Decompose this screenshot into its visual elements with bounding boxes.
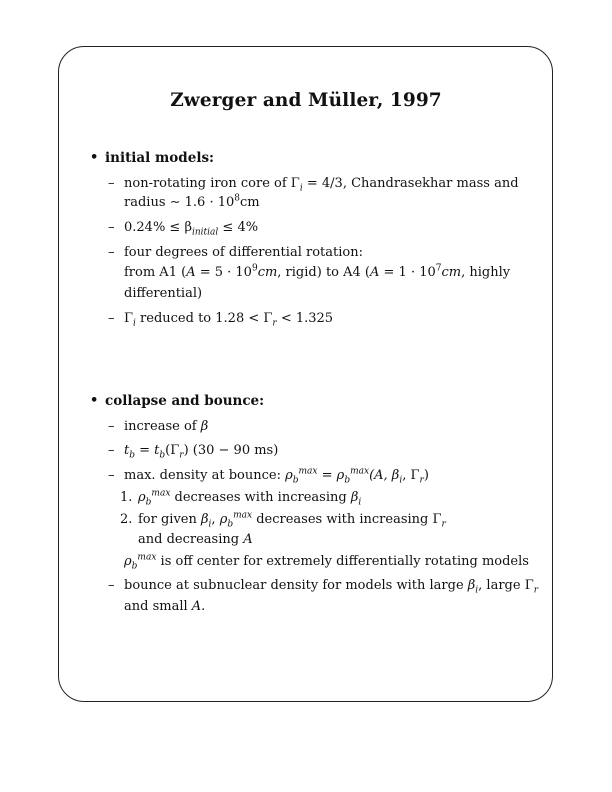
dash: – xyxy=(108,220,115,235)
dash: – xyxy=(108,311,115,326)
item-density-decreases-gamma: for given $\beta_i$, $\rho_b^{max}$ decreases with increasing $\Gamma_r$ xyxy=(138,510,446,530)
item-beta-range: $0.24\% \le \beta_{initial} \le 4\%$ xyxy=(124,220,259,238)
item-bounce-time: $t_b = t_b(\Gamma_r) (30 - 90$ ms) xyxy=(124,443,279,461)
dash: – xyxy=(108,578,115,593)
item-core-radius: radius ∼ $1.6 \cdot 10^8cm$ xyxy=(124,193,260,210)
item-density-decreases-gamma-line2: and decreasing A xyxy=(138,532,253,547)
heading-collapse-bounce: collapse and bounce: xyxy=(105,393,265,409)
dash: – xyxy=(108,245,115,260)
note-off-center: $\rho_b^{max}$ is off center for extremely differentially rotating models xyxy=(124,552,529,572)
item-core: non-rotating iron core of $\Gamma_i = 4/3$, Chandrasekhar mass and xyxy=(124,176,519,194)
item-subnuclear-bounce-line2: and small A. xyxy=(124,599,206,614)
item-differential-rotation-line2: from A1 ($A = 5 \cdot 10^9cm$, rigid) to A4 ($A = 1 \cdot 10^7cm$, highly xyxy=(124,263,511,280)
dash: – xyxy=(108,468,115,483)
item-max-density: max. density at bounce: $\rho_b^{max} = \rho_b^{max}(A$, $\beta_i$, $\Gamma_r$) xyxy=(124,466,429,486)
item-differential-rotation-line3: differential) xyxy=(124,286,203,301)
item-gamma-reduced: $\Gamma_i$ reduced to $1.28 < \Gamma_r < 1.325$ xyxy=(124,311,334,329)
dash: – xyxy=(108,419,115,434)
list-number-1: 1. xyxy=(120,490,133,505)
dash: – xyxy=(108,443,115,458)
item-subnuclear-bounce: bounce at subnuclear density for models with large $\beta_i$, large $\Gamma_r$ xyxy=(124,578,539,596)
slide-title: Zwerger and Müller, 1997 xyxy=(170,90,442,111)
bullet-initial-models: • xyxy=(90,150,99,165)
item-density-decreases-beta: $\rho_b^{max}$ decreases with increasing $\beta_i$ xyxy=(138,488,362,508)
dash: – xyxy=(108,176,115,191)
item-differential-rotation: four degrees of differential rotation: xyxy=(124,245,363,260)
list-number-2: 2. xyxy=(120,512,133,527)
bullet-collapse-bounce: • xyxy=(90,393,99,408)
item-increase-beta: increase of β xyxy=(124,419,209,434)
heading-initial-models: initial models: xyxy=(105,150,215,166)
